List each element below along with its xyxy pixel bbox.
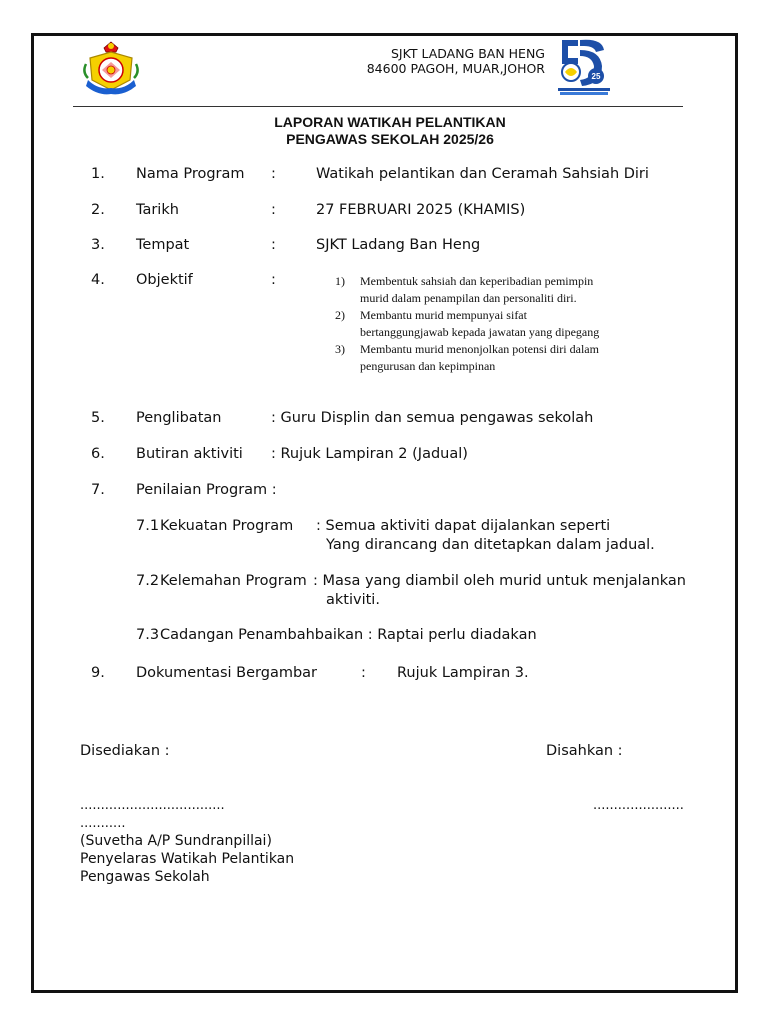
eval-text: : Semua aktiviti dapat dijalankan seperti xyxy=(316,518,611,534)
eval-text: Yang dirancang dan ditetapkan dalam jadual. xyxy=(326,537,655,553)
report-title-line2: PENGAWAS SEKOLAH 2025/26 xyxy=(286,131,494,147)
approved-by-label: Disahkan : xyxy=(546,743,623,759)
item-number: 9. xyxy=(91,665,105,681)
signature-line-right: ...................... xyxy=(593,798,684,813)
eval-number: 7.1 xyxy=(136,518,160,534)
header-divider xyxy=(73,106,683,107)
item-value: Rujuk Lampiran 3. xyxy=(397,665,529,681)
objective-number: 2) xyxy=(335,308,345,322)
objective-text: murid dalam penampilan dan personaliti diri. xyxy=(360,291,577,305)
item-label: Penglibatan xyxy=(136,410,222,426)
item-number: 7. xyxy=(91,482,105,498)
eval-text: aktiviti. xyxy=(326,592,380,608)
item-number: 4. xyxy=(91,272,105,288)
objective-number: 3) xyxy=(335,342,345,356)
item-separator: : xyxy=(361,665,366,681)
objective-text: Membantu murid menonjolkan potensi diri dalam xyxy=(360,342,599,356)
objective-text: bertanggungjawab kepada jawatan yang dipegang xyxy=(360,325,600,339)
signature-line-left: ................................... xyxy=(80,798,225,813)
item-value: : Guru Displin dan semua pengawas sekolah xyxy=(271,410,594,426)
item-label: Objektif xyxy=(136,272,193,288)
item-separator: : xyxy=(271,166,276,182)
item-value: SJKT Ladang Ban Heng xyxy=(316,237,481,253)
item-label: Tempat xyxy=(136,237,190,253)
eval-label: Kelemahan Program xyxy=(160,573,307,589)
eval-label: Cadangan Penambahbaikan : Raptai perlu diadakan xyxy=(160,627,537,643)
preparer-name: (Suvetha A/P Sundranpillai) xyxy=(80,833,272,849)
item-number: 5. xyxy=(91,410,105,426)
report-title-line1: LAPORAN WATIKAH PELANTIKAN xyxy=(274,114,506,130)
item-number: 1. xyxy=(91,166,105,182)
item-value: Watikah pelantikan dan Ceramah Sahsiah Diri xyxy=(316,166,649,182)
item-value: : Rujuk Lampiran 2 (Jadual) xyxy=(271,446,468,462)
school-crest-icon xyxy=(80,40,142,96)
eval-number: 7.3 xyxy=(136,627,160,643)
item-label: Penilaian Program : xyxy=(136,482,277,498)
svg-text:25: 25 xyxy=(591,72,601,81)
item-label: Nama Program xyxy=(136,166,245,182)
eval-text: : Masa yang diambil oleh murid untuk menjalankan xyxy=(313,573,686,589)
item-number: 2. xyxy=(91,202,105,218)
objective-text: Membantu murid mempunyai sifat xyxy=(360,308,527,322)
item-label: Dokumentasi Bergambar xyxy=(136,665,318,681)
eval-label: Kekuatan Program xyxy=(160,518,294,534)
school-address-block xyxy=(330,46,545,76)
item-separator: : xyxy=(271,237,276,253)
signature-line-left-cont: ........... xyxy=(80,816,126,831)
objective-number: 1) xyxy=(335,274,345,288)
preparer-role-cont: Pengawas Sekolah xyxy=(80,869,210,885)
eval-number: 7.2 xyxy=(136,573,160,589)
objective-text: pengurusan dan kepimpinan xyxy=(360,359,496,373)
prepared-by-label: Disediakan : xyxy=(80,743,170,759)
preparer-role: Penyelaras Watikah Pelantikan xyxy=(80,851,295,867)
item-separator: : xyxy=(271,272,276,288)
objective-text: Membentuk sahsiah dan keperibadian pemimpin xyxy=(360,274,594,288)
school-address: 84600 PAGOH, MUAR,JOHOR xyxy=(366,61,545,76)
item-label: Butiran aktiviti xyxy=(136,446,243,462)
item-number: 6. xyxy=(91,446,105,462)
item-number: 3. xyxy=(91,237,105,253)
item-separator: : xyxy=(271,202,276,218)
item-label: Tarikh xyxy=(136,202,179,218)
pengawas-25-logo-icon xyxy=(556,36,612,96)
school-name: SJKT LADANG BAN HENG xyxy=(390,46,545,61)
item-value: 27 FEBRUARI 2025 (KHAMIS) xyxy=(316,202,526,218)
